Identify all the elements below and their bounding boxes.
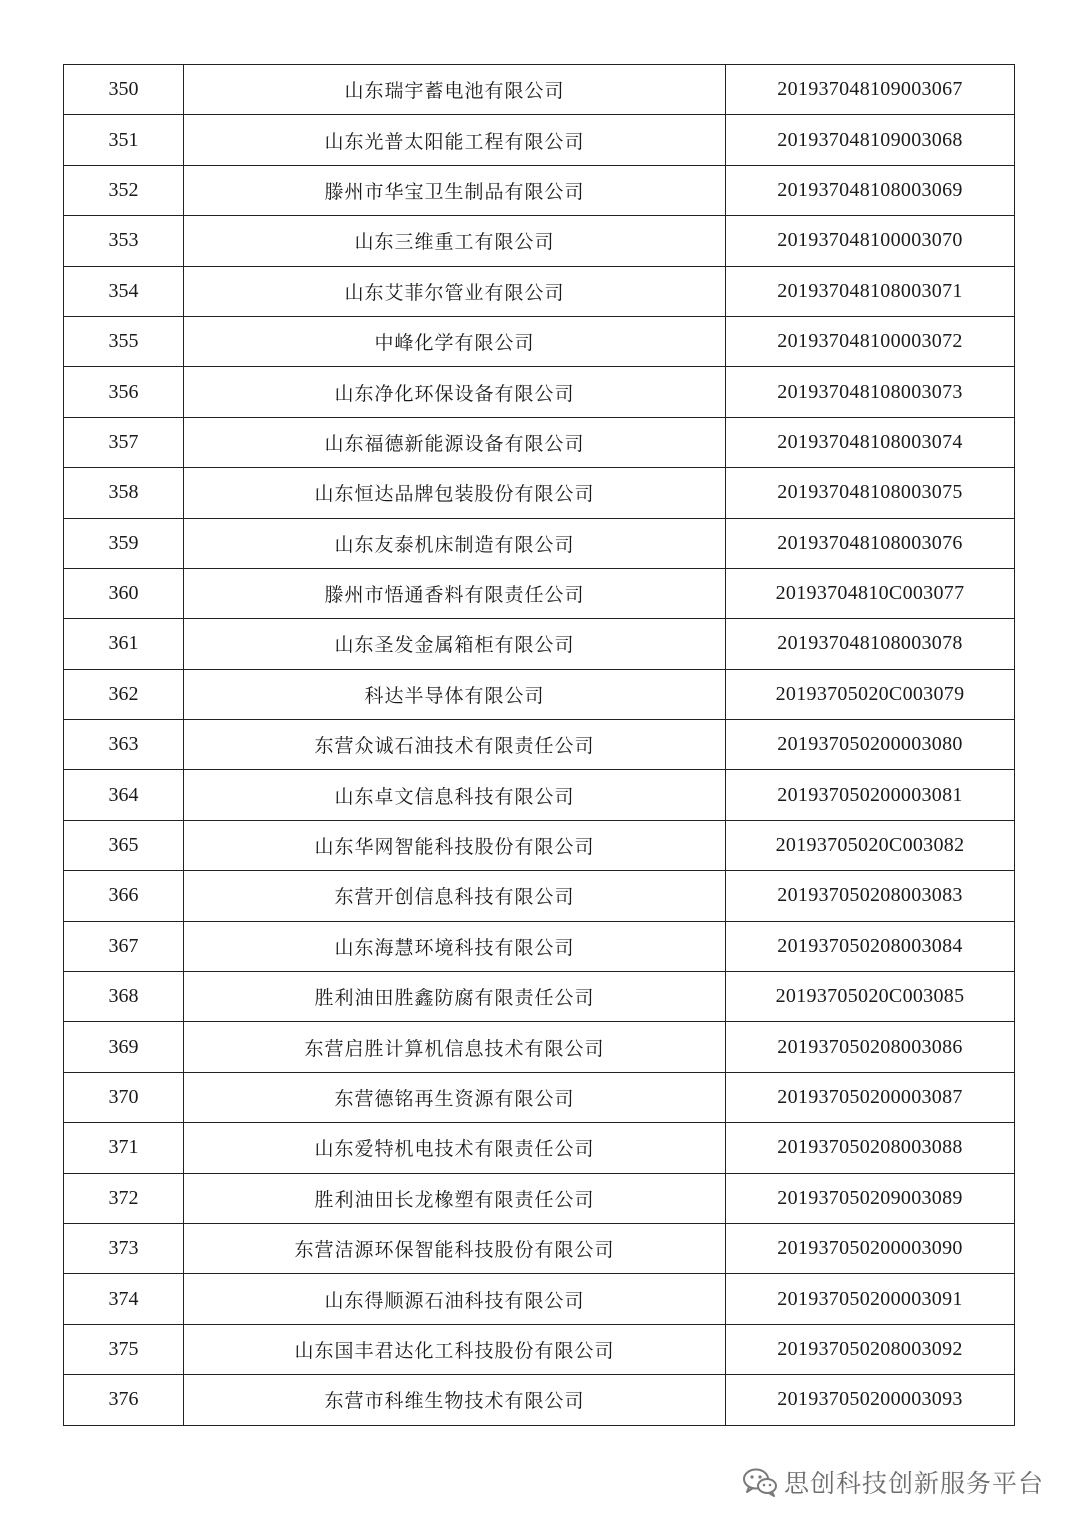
company-name: 东营洁源环保智能科技股份有限公司	[184, 1223, 726, 1273]
row-number: 363	[64, 720, 184, 770]
table-row	[64, 1173, 1015, 1223]
company-name: 东营启胜计算机信息技术有限公司	[184, 1022, 726, 1072]
company-name: 山东海慧环境科技有限公司	[184, 921, 726, 971]
row-number: 375	[64, 1324, 184, 1374]
table-row	[64, 367, 1015, 417]
company-name: 科达半导体有限公司	[184, 669, 726, 719]
row-number: 362	[64, 669, 184, 719]
company-registry-table	[63, 64, 1015, 1426]
company-name: 山东圣发金属箱柜有限公司	[184, 619, 726, 669]
registration-code: 201937050208003088	[726, 1123, 1015, 1173]
table-row	[64, 518, 1015, 568]
registration-code: 201937048109003068	[726, 115, 1015, 165]
company-name: 山东艾菲尔管业有限公司	[184, 266, 726, 316]
registration-code: 201937048109003067	[726, 65, 1015, 115]
row-number: 355	[64, 316, 184, 366]
watermark-text: 思创科技创新服务平台	[783, 1469, 1044, 1498]
table-row	[64, 770, 1015, 820]
table-row	[64, 720, 1015, 770]
row-number: 356	[64, 367, 184, 417]
row-number: 359	[64, 518, 184, 568]
table-row	[64, 1324, 1015, 1374]
company-name: 东营市科维生物技术有限公司	[184, 1375, 726, 1425]
row-number: 353	[64, 216, 184, 266]
row-number: 365	[64, 820, 184, 870]
company-name: 胜利油田胜鑫防腐有限责任公司	[184, 972, 726, 1022]
registration-code: 201937048100003070	[726, 216, 1015, 266]
company-name: 山东卓文信息科技有限公司	[184, 770, 726, 820]
registration-code: 201937050200003090	[726, 1223, 1015, 1273]
company-name: 山东得顺源石油科技有限公司	[184, 1274, 726, 1324]
registration-code: 201937050200003093	[726, 1375, 1015, 1425]
row-number: 350	[64, 65, 184, 115]
registration-code: 20193705020C003079	[726, 669, 1015, 719]
company-name: 山东三维重工有限公司	[184, 216, 726, 266]
company-name: 山东福德新能源设备有限公司	[184, 417, 726, 467]
row-number: 368	[64, 972, 184, 1022]
table-row	[64, 1022, 1015, 1072]
company-name: 山东友泰机床制造有限公司	[184, 518, 726, 568]
watermark	[742, 1464, 1044, 1500]
registration-code: 201937050209003089	[726, 1173, 1015, 1223]
row-number: 371	[64, 1123, 184, 1173]
table-row	[64, 468, 1015, 518]
table-row	[64, 216, 1015, 266]
table-row	[64, 417, 1015, 467]
row-number: 354	[64, 266, 184, 316]
company-name: 中峰化学有限公司	[184, 316, 726, 366]
row-number: 352	[64, 165, 184, 215]
table-row	[64, 1123, 1015, 1173]
table-row	[64, 972, 1015, 1022]
registration-code: 20193704810C003077	[726, 568, 1015, 618]
registry-table-container	[63, 64, 1015, 1426]
table-row	[64, 669, 1015, 719]
company-name: 山东国丰君达化工科技股份有限公司	[184, 1324, 726, 1374]
registration-code: 201937050208003084	[726, 921, 1015, 971]
registration-code: 201937048108003076	[726, 518, 1015, 568]
registration-code: 201937050208003086	[726, 1022, 1015, 1072]
table-body	[64, 65, 1015, 1426]
registration-code: 201937048108003069	[726, 165, 1015, 215]
company-name: 山东瑞宇蓄电池有限公司	[184, 65, 726, 115]
registration-code: 201937048108003075	[726, 468, 1015, 518]
row-number: 370	[64, 1072, 184, 1122]
wechat-icon	[742, 1467, 778, 1497]
row-number: 376	[64, 1375, 184, 1425]
company-name: 东营德铭再生资源有限公司	[184, 1072, 726, 1122]
registration-code: 201937048100003072	[726, 316, 1015, 366]
registration-code: 201937048108003073	[726, 367, 1015, 417]
table-row	[64, 871, 1015, 921]
table-row	[64, 316, 1015, 366]
row-number: 373	[64, 1223, 184, 1273]
row-number: 357	[64, 417, 184, 467]
row-number: 360	[64, 568, 184, 618]
row-number: 364	[64, 770, 184, 820]
registration-code: 201937050208003083	[726, 871, 1015, 921]
table-row	[64, 619, 1015, 669]
company-name: 山东爱特机电技术有限责任公司	[184, 1123, 726, 1173]
table-row	[64, 115, 1015, 165]
registration-code: 201937050200003081	[726, 770, 1015, 820]
table-row	[64, 1375, 1015, 1425]
row-number: 351	[64, 115, 184, 165]
table-row	[64, 165, 1015, 215]
registration-code: 20193705020C003085	[726, 972, 1015, 1022]
row-number: 367	[64, 921, 184, 971]
row-number: 358	[64, 468, 184, 518]
registration-code: 201937050200003080	[726, 720, 1015, 770]
registration-code: 201937050200003087	[726, 1072, 1015, 1122]
registration-code: 201937048108003078	[726, 619, 1015, 669]
company-name: 山东恒达品牌包装股份有限公司	[184, 468, 726, 518]
table-row	[64, 65, 1015, 115]
registration-code: 201937048108003071	[726, 266, 1015, 316]
table-row	[64, 1223, 1015, 1273]
company-name: 山东净化环保设备有限公司	[184, 367, 726, 417]
registration-code: 201937050208003092	[726, 1324, 1015, 1374]
table-row	[64, 820, 1015, 870]
company-name: 滕州市华宝卫生制品有限公司	[184, 165, 726, 215]
row-number: 361	[64, 619, 184, 669]
registration-code: 201937048108003074	[726, 417, 1015, 467]
row-number: 372	[64, 1173, 184, 1223]
row-number: 369	[64, 1022, 184, 1072]
row-number: 366	[64, 871, 184, 921]
table-row	[64, 921, 1015, 971]
row-number: 374	[64, 1274, 184, 1324]
table-row	[64, 1274, 1015, 1324]
company-name: 滕州市悟通香料有限责任公司	[184, 568, 726, 618]
table-row	[64, 266, 1015, 316]
registration-code: 20193705020C003082	[726, 820, 1015, 870]
company-name: 山东华网智能科技股份有限公司	[184, 820, 726, 870]
company-name: 东营众诚石油技术有限责任公司	[184, 720, 726, 770]
company-name: 山东光普太阳能工程有限公司	[184, 115, 726, 165]
company-name: 胜利油田长龙橡塑有限责任公司	[184, 1173, 726, 1223]
registration-code: 201937050200003091	[726, 1274, 1015, 1324]
company-name: 东营开创信息科技有限公司	[184, 871, 726, 921]
table-row	[64, 1072, 1015, 1122]
table-row	[64, 568, 1015, 618]
